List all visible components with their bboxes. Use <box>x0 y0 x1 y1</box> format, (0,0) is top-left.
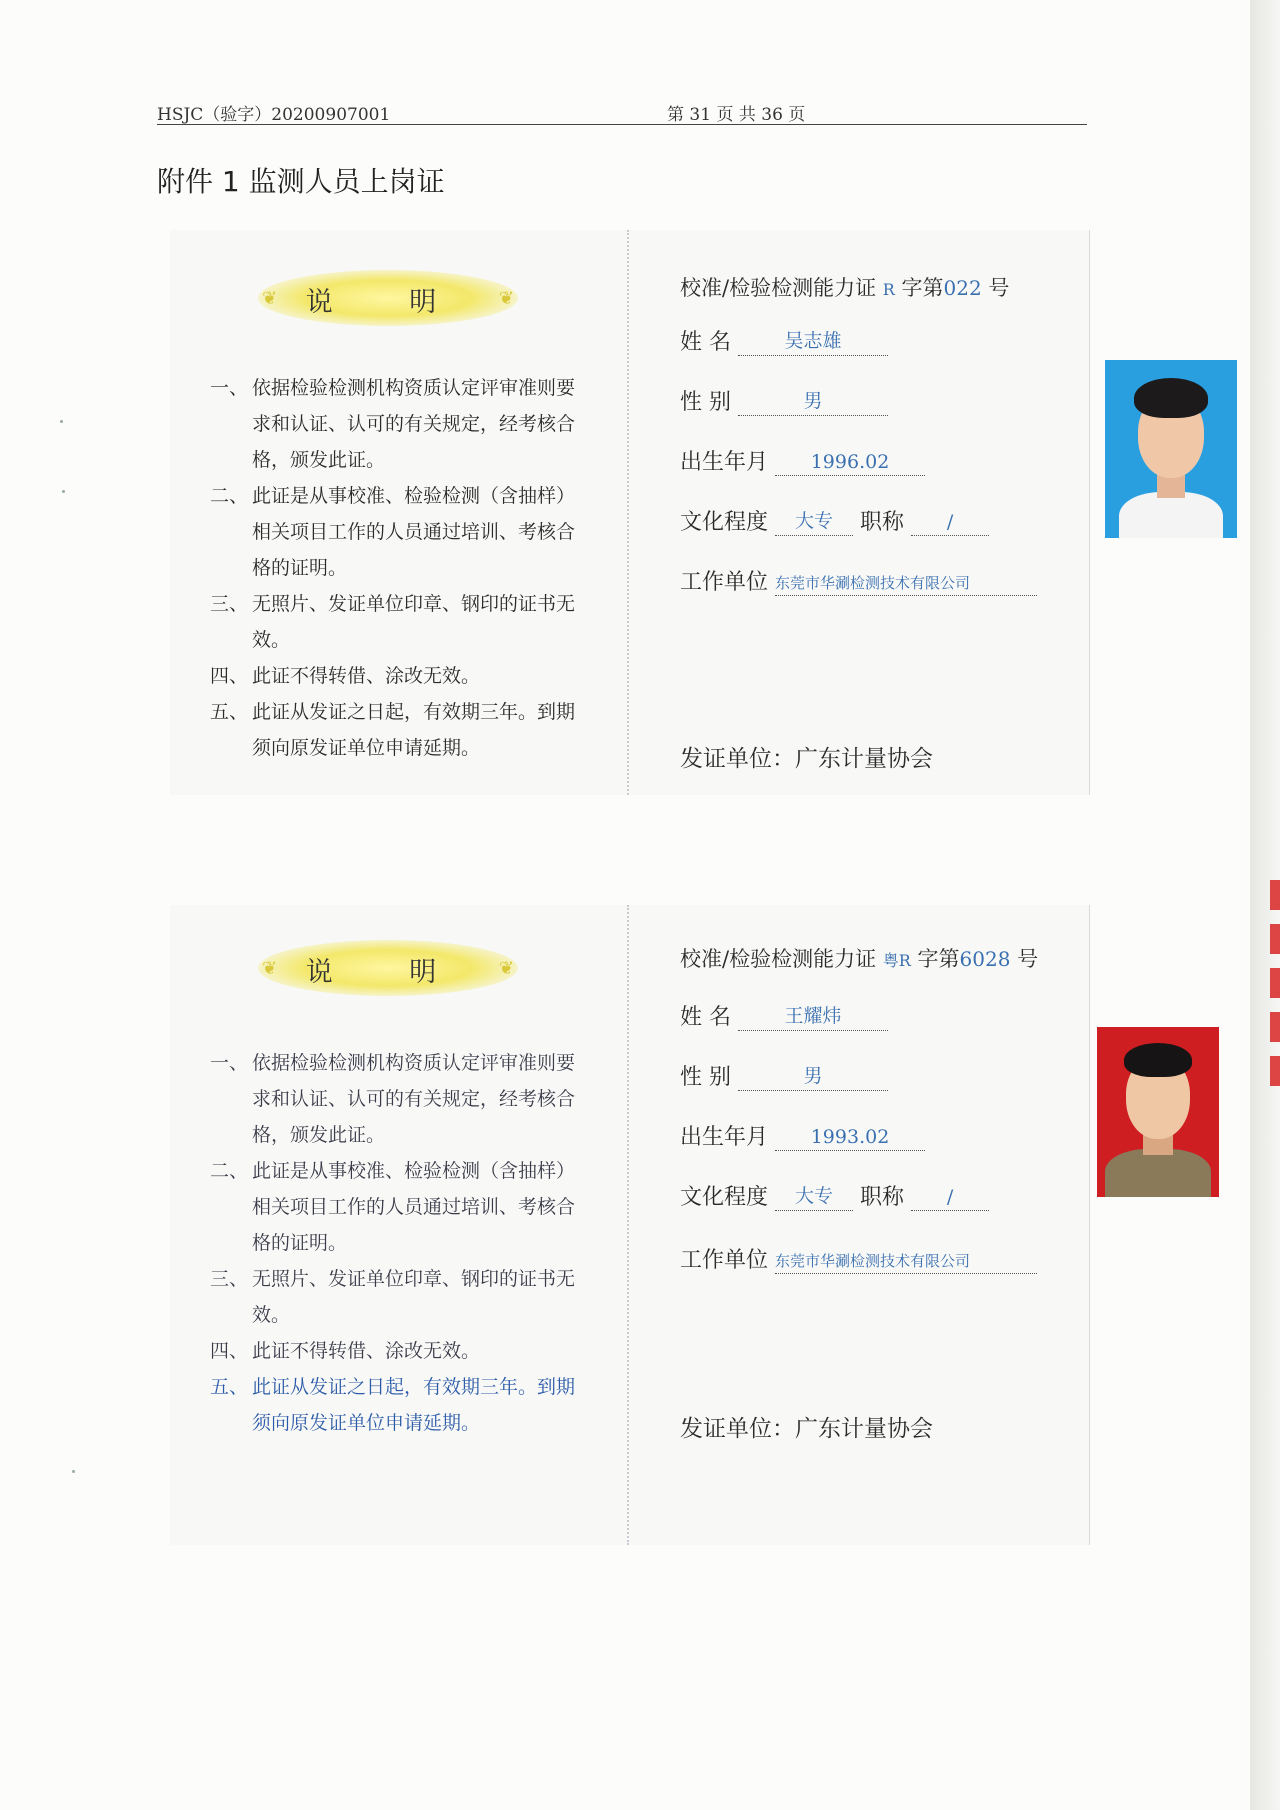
ornament-icon: ❦ <box>498 288 514 309</box>
birth-field <box>680 1120 925 1151</box>
gender-value: 男 <box>738 386 888 416</box>
name-value: 王耀炜 <box>738 1001 888 1031</box>
education-label: 文化程度 <box>680 1185 769 1210</box>
rule-item <box>210 1333 590 1369</box>
name-label: 姓 名 <box>680 330 731 355</box>
instructions-title: 说 明 <box>305 957 471 988</box>
instructions-list <box>210 370 590 766</box>
name-value: 吴志雄 <box>738 326 888 356</box>
rule-item <box>210 586 590 658</box>
fold-line <box>627 230 629 795</box>
page-info: 第 31 页 共 36 页 <box>667 105 806 125</box>
education-field <box>680 1180 989 1211</box>
title-label: 职称 <box>860 1185 905 1210</box>
rule-text: 无照片、发证单位印章、钢印的证书无效。 <box>252 593 576 651</box>
cert-no-suffix: 号 <box>988 276 1010 300</box>
rule-number: 五、 <box>210 1376 249 1398</box>
cert-no-suffix: 号 <box>1017 947 1039 971</box>
rule-number: 四、 <box>210 665 249 687</box>
rule-number: 四、 <box>210 1340 249 1362</box>
rule-number: 三、 <box>210 1268 249 1290</box>
employer-value: 东莞市华涮检测技术有限公司 <box>775 572 1037 596</box>
rule-item <box>210 694 590 766</box>
rule-number: 二、 <box>210 1160 249 1182</box>
scan-speck <box>62 490 65 493</box>
cert-no-value: 022 <box>943 276 982 300</box>
attachment-title: 附件 1 监测人员上岗证 <box>157 165 445 198</box>
page-header <box>157 98 1087 125</box>
employer-label: 工作单位 <box>680 1248 769 1273</box>
scan-speck <box>60 420 63 423</box>
birth-value: 1996.02 <box>775 451 925 476</box>
id-photo <box>1097 1027 1219 1197</box>
title-label: 职称 <box>860 510 905 535</box>
birth-label: 出生年月 <box>680 1125 769 1150</box>
rule-item <box>210 1261 590 1333</box>
birth-value: 1993.02 <box>775 1126 925 1151</box>
instructions-title: 说 明 <box>305 287 471 318</box>
cert-no-label: 校准/检验检测能力证 <box>680 947 877 971</box>
rule-item <box>210 478 590 586</box>
birth-field <box>680 445 925 476</box>
rule-number: 二、 <box>210 485 249 507</box>
red-stamp-edge <box>1270 880 1280 1100</box>
gender-value: 男 <box>738 1061 888 1091</box>
rule-text: 此证从发证之日起，有效期三年。到期须向原发证单位申请延期。 <box>252 1376 576 1434</box>
rule-text: 此证不得转借、涂改无效。 <box>252 1340 481 1362</box>
rule-item <box>210 370 590 478</box>
issuer: 发证单位：广东计量协会 <box>680 746 933 772</box>
certificate-card-2 <box>170 905 1090 1545</box>
name-field <box>680 1000 888 1031</box>
ornament-icon: ❦ <box>498 958 514 979</box>
cert-no-label-mid: 字第 <box>901 276 944 300</box>
certificate-card-1 <box>170 230 1090 795</box>
rule-text: 依据检验检测机构资质认定评审准则要求和认证、认可的有关规定，经考核合格，颁发此证。 <box>252 377 576 471</box>
certificate-number <box>680 943 1038 973</box>
name-label: 姓 名 <box>680 1005 731 1030</box>
doc-number: HSJC（验字）20200907001 <box>157 105 391 125</box>
instructions-banner <box>258 270 518 326</box>
rule-text: 此证从发证之日起，有效期三年。到期须向原发证单位申请延期。 <box>252 701 576 759</box>
gender-label: 性 别 <box>680 390 731 415</box>
certificate-number <box>680 272 1009 302</box>
cert-no-prefix: 粤R <box>882 951 911 970</box>
ornament-icon: ❦ <box>262 958 278 979</box>
title-value: / <box>911 1186 989 1211</box>
rule-number: 五、 <box>210 701 249 723</box>
instructions-list <box>210 1045 590 1441</box>
certificate-details <box>680 905 1090 1545</box>
education-label: 文化程度 <box>680 510 769 535</box>
employer-field <box>680 1243 1037 1274</box>
cert-no-value: 6028 <box>959 947 1011 971</box>
cert-no-prefix: R <box>882 280 895 299</box>
employer-label: 工作单位 <box>680 570 769 595</box>
rule-item <box>210 1369 590 1441</box>
rule-item <box>210 1153 590 1261</box>
cert-no-label: 校准/检验检测能力证 <box>680 276 877 300</box>
title-value: / <box>911 511 989 536</box>
cert-no-label-mid: 字第 <box>917 947 960 971</box>
rule-text: 无照片、发证单位印章、钢印的证书无效。 <box>252 1268 576 1326</box>
ornament-icon: ❦ <box>262 288 278 309</box>
rule-text: 依据检验检测机构资质认定评审准则要求和认证、认可的有关规定，经考核合格，颁发此证。 <box>252 1052 576 1146</box>
scan-speck <box>72 1470 75 1473</box>
certificate-details <box>680 230 1090 795</box>
employer-field <box>680 565 1037 596</box>
name-field <box>680 325 888 356</box>
issuer: 发证单位：广东计量协会 <box>680 1416 933 1442</box>
birth-label: 出生年月 <box>680 450 769 475</box>
instructions-banner <box>258 940 518 996</box>
gender-field <box>680 385 888 416</box>
rule-number: 一、 <box>210 377 249 399</box>
fold-line <box>627 905 629 1545</box>
rule-item <box>210 658 590 694</box>
education-value: 大专 <box>775 1181 853 1211</box>
gender-field <box>680 1060 888 1091</box>
rule-text: 此证是从事校准、检验检测（含抽样）相关项目工作的人员通过培训、考核合格的证明。 <box>252 1160 576 1254</box>
rule-number: 三、 <box>210 593 249 615</box>
education-value: 大专 <box>775 506 853 536</box>
rule-item <box>210 1045 590 1153</box>
rule-text: 此证是从事校准、检验检测（含抽样）相关项目工作的人员通过培训、考核合格的证明。 <box>252 485 576 579</box>
education-field <box>680 505 989 536</box>
rule-number: 一、 <box>210 1052 249 1074</box>
rule-text: 此证不得转借、涂改无效。 <box>252 665 481 687</box>
id-photo <box>1105 360 1237 538</box>
employer-value: 东莞市华涮检测技术有限公司 <box>775 1250 1037 1274</box>
gender-label: 性 别 <box>680 1065 731 1090</box>
